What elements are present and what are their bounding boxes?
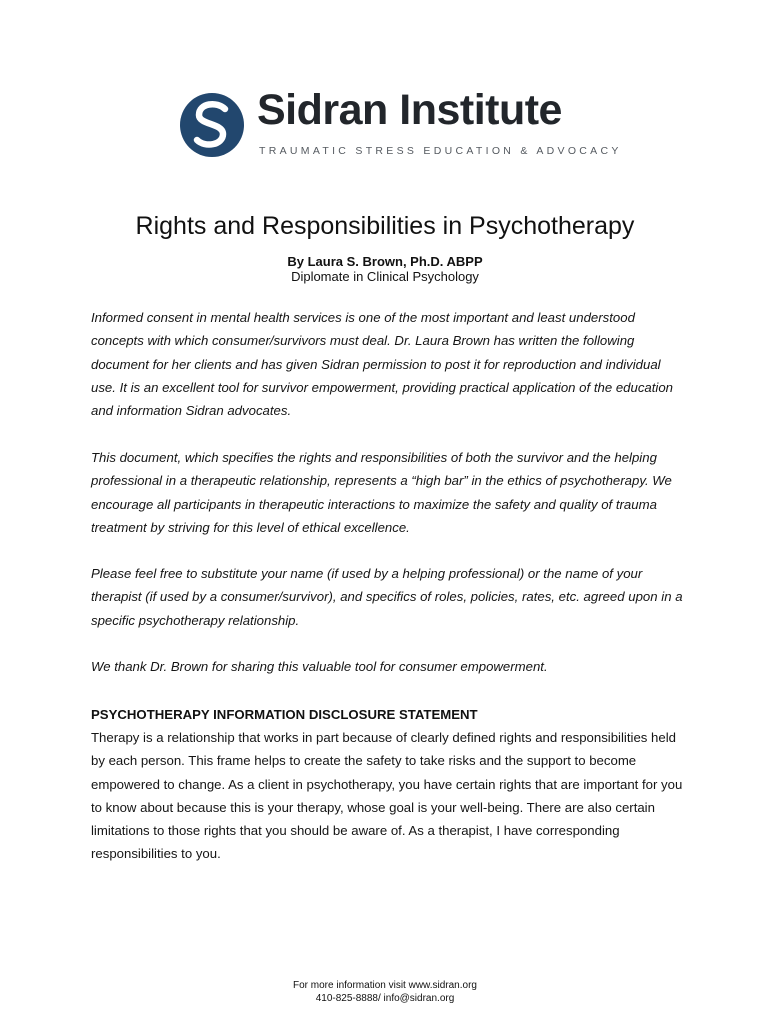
intro-paragraph: Informed consent in mental health services is one of the most important and least understood concepts with which consumer/survivors must deal. Dr. Laura Brown has written the following document for her clients and has given Sidran permission to post it for reproduction and individual use. It is an excellent tool for survivor empowerment, providing practical application of the education and information Sidran advocates. bbox=[91, 310, 674, 419]
sidran-logo bbox=[179, 86, 622, 162]
document-title: Rights and Responsibilities in Psychotherapy bbox=[135, 212, 635, 240]
section-body: Therapy is a relationship that works in part because of clearly defined rights and responsibilities held by each person. This frame helps to create the safety to take risks and the support to become empowered to change. As a client in psychotherapy, you have certain rights that are important for you to know about because this is your therapy, whose goal is your well-being. There are also certain limitations to those rights that you should be aware of. As a therapist, I have corresponding responsibilities to you. bbox=[91, 730, 683, 862]
logo-name: Sidran Institute bbox=[257, 86, 562, 134]
intro-paragraph: Please feel free to substitute your name (if used by a helping professional) or the name of your therapist (if used by a consumer/survivor), and specifics of roles, policies, rates, etc. agreed upon in a specific psychotherapy relationship. bbox=[91, 566, 683, 628]
intro-paragraph: We thank Dr. Brown for sharing this valuable tool for consumer empowerment. bbox=[91, 659, 548, 674]
section-heading: PSYCHOTHERAPY INFORMATION DISCLOSURE STATEMENT bbox=[91, 707, 478, 722]
page-footer bbox=[0, 979, 770, 1005]
footer-website-line: For more information visit www.sidran.org bbox=[293, 980, 477, 991]
footer-contact-line: 410-825-8888/ info@sidran.org bbox=[315, 993, 455, 1004]
intro-paragraph: This document, which specifies the rights and responsibilities of both the survivor and the helping professional in a therapeutic relationship, represents a “high bar” in the ethics of psychotherapy. We encourage all participants in therapeutic interactions to maximize the safety and quality of trauma treatment by striving for this level of ethical excellence. bbox=[91, 450, 672, 535]
credential-line: Diplomate in Clinical Psychology bbox=[291, 269, 479, 284]
logo-tagline: TRAUMATIC STRESS EDUCATION & ADVOCACY bbox=[259, 145, 622, 157]
sidran-s-logo-icon bbox=[179, 92, 245, 158]
author-line: By Laura S. Brown, Ph.D. ABPP bbox=[287, 254, 483, 269]
